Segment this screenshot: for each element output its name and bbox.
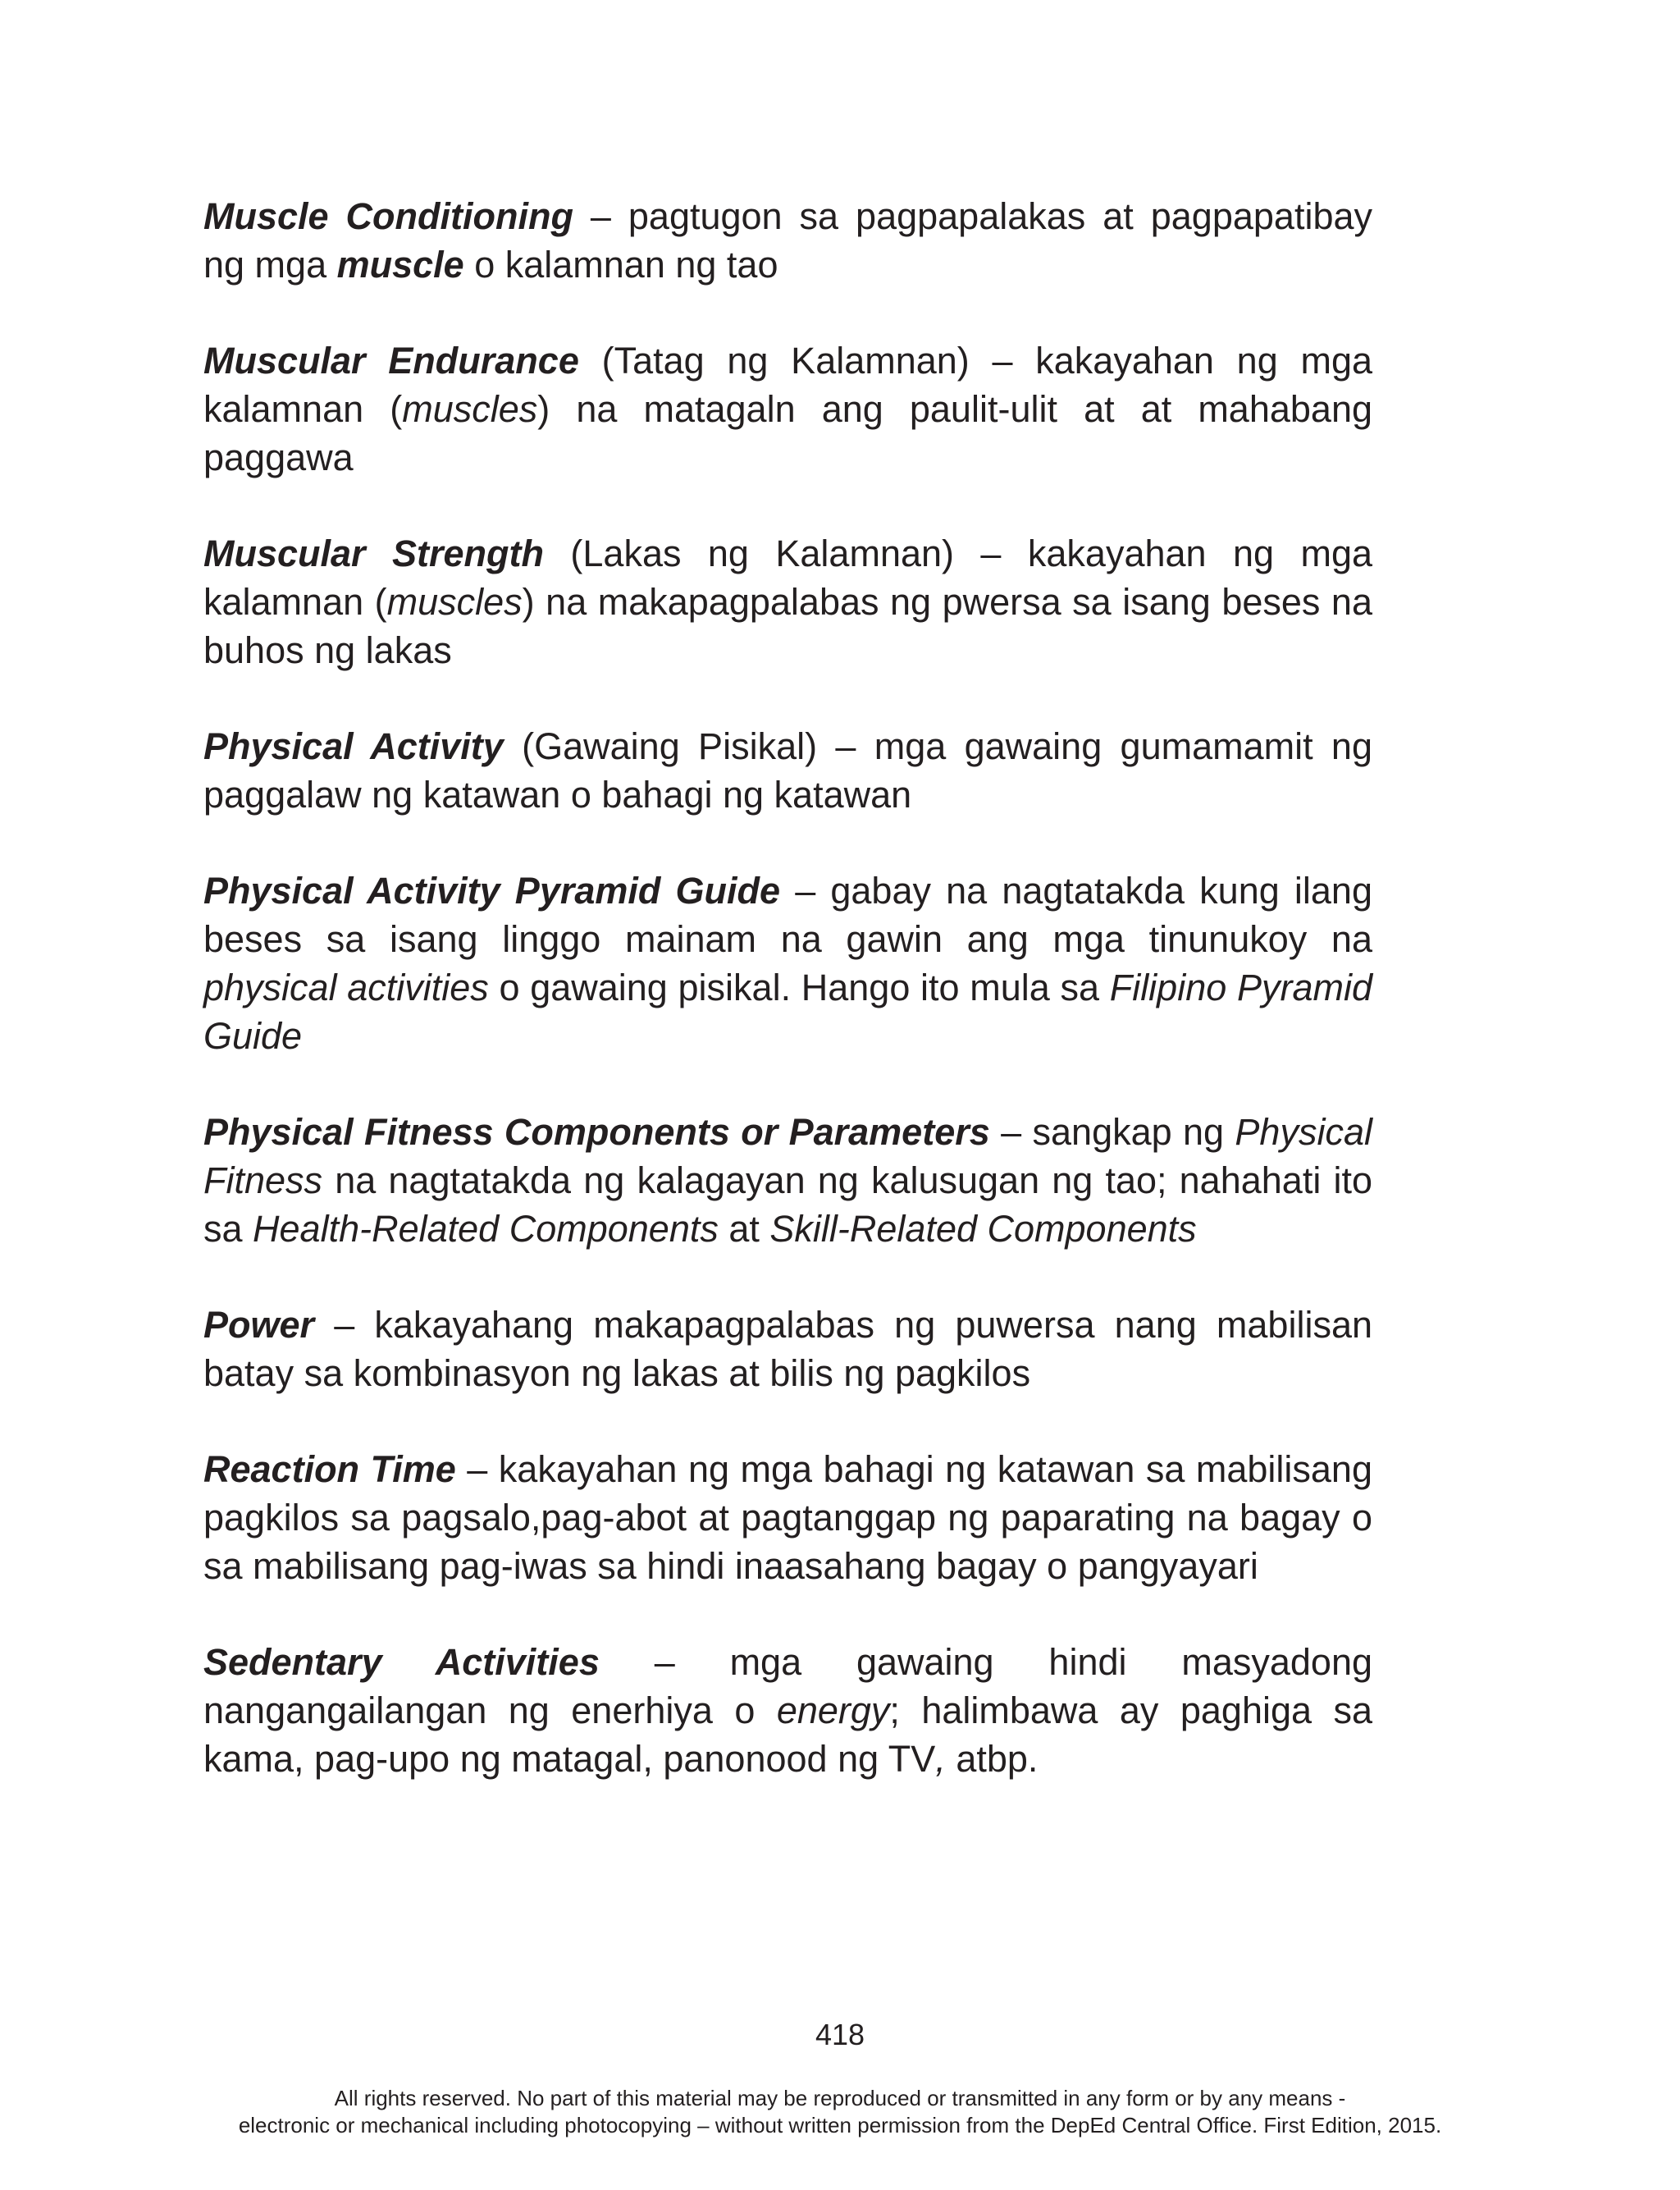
glossary-list <box>203 192 1372 1831</box>
glossary-definition-text: na nagtatakda ng kalagayan ng kalusugan ng tao; nahahati ito sa <box>203 1159 1372 1250</box>
glossary-definition-text: muscles <box>386 581 523 623</box>
glossary-definition-text: physical activities <box>203 967 489 1008</box>
glossary-definition-text: atbp. <box>945 1738 1039 1780</box>
glossary-definition-text: (Lakas ng Kalamnan) – kakayahan ng mga kalamnan ( <box>203 533 1372 623</box>
glossary-entry <box>203 722 1372 819</box>
glossary-term: Muscular Endurance <box>203 340 579 382</box>
glossary-definition-text: – pagtugon sa pagpapalakas at pagpapatibay ng mga <box>203 195 1372 286</box>
glossary-term: Muscular Strength <box>203 533 544 574</box>
glossary-entry <box>203 336 1372 482</box>
glossary-term: Muscle Conditioning <box>203 195 573 237</box>
glossary-definition-text: (Gawaing Pisikal) – mga gawaing gumamamit ng paggalaw ng katawan o bahagi ng katawan <box>203 725 1372 816</box>
glossary-definition-text: – mga gawaing hindi masyadong nangangailangan ng enerhiya o <box>203 1641 1372 1731</box>
glossary-definition-text: muscle <box>336 244 464 286</box>
glossary-term: Power <box>203 1304 315 1346</box>
glossary-entry <box>203 529 1372 674</box>
glossary-definition-text: ; halimbawa ay paghiga sa kama, pag-upo ng matagal, panonood ng TV <box>203 1689 1372 1780</box>
glossary-definition-text: muscles <box>402 388 538 430</box>
glossary-term: Physical Fitness Components or Parameters <box>203 1111 990 1153</box>
glossary-term: Reaction Time <box>203 1448 456 1490</box>
glossary-definition-text: o kalamnan ng tao <box>463 244 778 286</box>
glossary-definition-text: ) na makapagpalabas ng pwersa sa isang beses na buhos ng lakas <box>203 581 1372 671</box>
glossary-entry <box>203 1638 1372 1783</box>
glossary-definition-text: – sangkap ng <box>989 1111 1235 1153</box>
glossary-definition-text: – gabay na nagtatakda kung ilang beses sa isang linggo mainam na gawin ang mga tinunukoy na <box>203 870 1372 960</box>
glossary-definition-text: , <box>935 1738 946 1780</box>
glossary-definition-text: Filipino Pyramid Guide <box>203 967 1372 1057</box>
glossary-entry <box>203 1301 1372 1397</box>
glossary-definition-text: – kakayahang makapagpalabas ng puwersa nang mabilisan batay sa kombinasyon ng lakas at bilis ng pagkilos <box>203 1304 1372 1394</box>
glossary-definition-text: Physical Fitness <box>203 1111 1372 1201</box>
glossary-entry <box>203 192 1372 289</box>
glossary-entry <box>203 1108 1372 1253</box>
glossary-definition-text: – kakayahan ng mga bahagi ng katawan sa mabilisang pagkilos sa pagsalo,pag-abot at pagtanggap ng paparating na bagay o sa mabilisang pag-iwas sa hindi inaasahang bagay o pangyayari <box>203 1448 1372 1587</box>
copyright-line-1: All rights reserved. No part of this material may be reproduced or transmitted in any form or by any means - <box>334 2086 1346 2110</box>
copyright-line-2: electronic or mechanical including photocopying – without written permission from the DepEd Central Office. First Edition, 2015. <box>238 2113 1442 2137</box>
glossary-definition-text: Health-Related Components <box>253 1208 719 1250</box>
glossary-definition-text: at <box>718 1208 770 1250</box>
glossary-term: Physical Activity Pyramid Guide <box>203 870 781 912</box>
glossary-entry <box>203 1445 1372 1590</box>
glossary-definition-text: Skill-Related Components <box>769 1208 1197 1250</box>
glossary-entry <box>203 866 1372 1060</box>
glossary-term: Physical Activity <box>203 725 504 767</box>
glossary-definition-text: (Tatag ng Kalamnan) – kakayahan ng mga kalamnan ( <box>203 340 1372 430</box>
copyright-footer <box>0 2085 1680 2139</box>
page-number: 418 <box>815 2018 865 2051</box>
glossary-term: Sedentary Activities <box>203 1641 600 1683</box>
glossary-definition-text: o gawaing pisikal. Hango ito mula sa <box>488 967 1110 1008</box>
glossary-definition-text: energy <box>776 1689 890 1731</box>
glossary-definition-text: ) na matagaln ang paulit-ulit at at mahabang paggawa <box>203 388 1372 478</box>
